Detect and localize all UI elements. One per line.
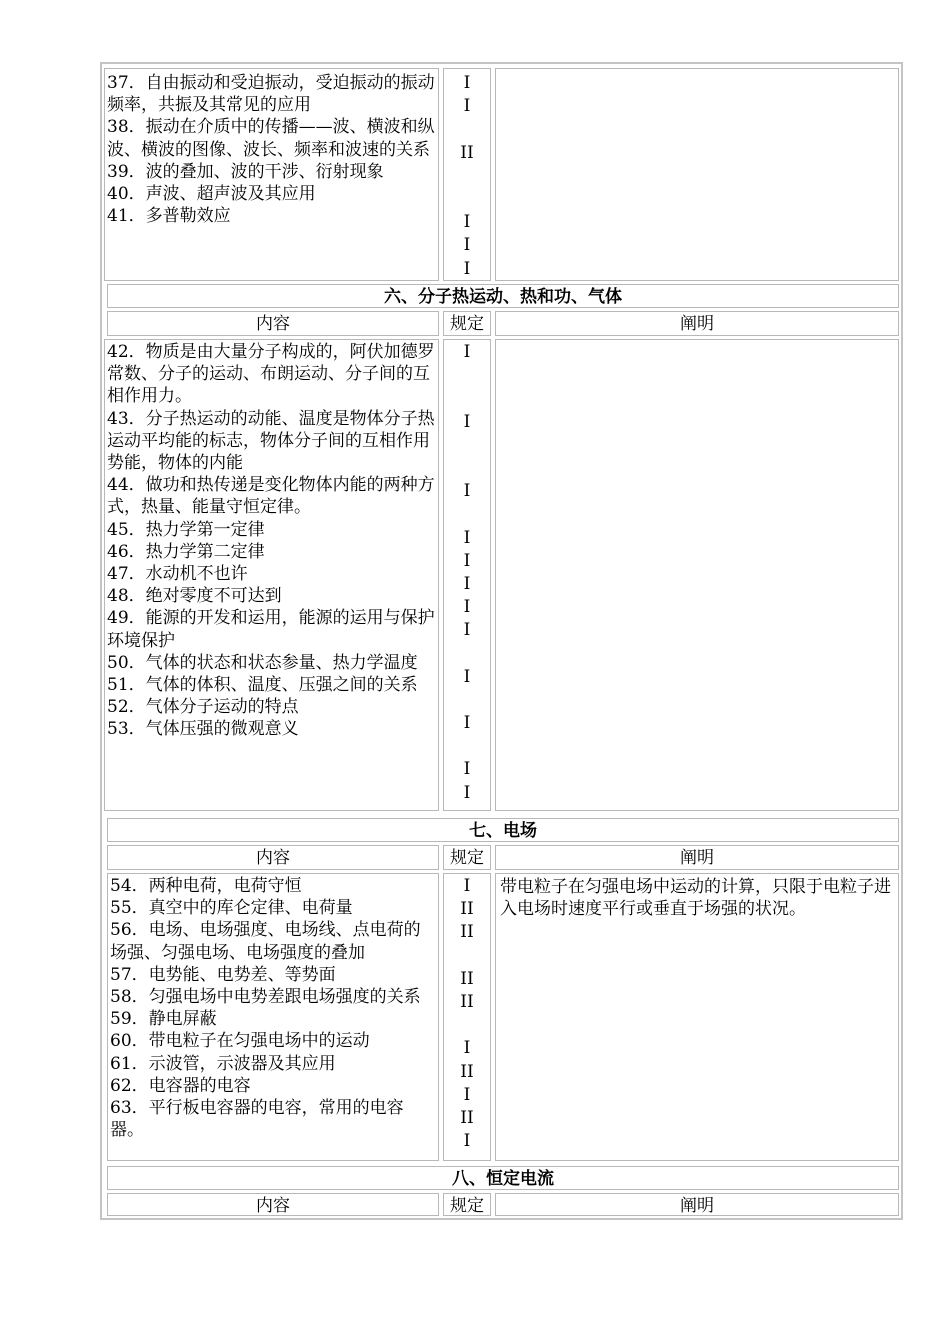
level-value: I — [463, 342, 471, 362]
column-header-note: 阐明 — [495, 311, 899, 336]
list-item: 41．多普勒效应 — [107, 206, 231, 227]
level-value — [444, 364, 490, 387]
level-value: I — [463, 782, 471, 803]
section6-level-cell — [443, 339, 491, 811]
level-value: I — [463, 481, 471, 502]
list-item: 53．气体压强的微观意义 — [107, 719, 299, 740]
level-value — [444, 188, 490, 211]
list-item: 57．电势能、电势差、等势面 — [110, 964, 336, 985]
list-item: 37．自由振动和受迫振动，受迫振动的振动频率，共振及其常见的应用 — [107, 73, 435, 116]
level-value: II — [460, 1107, 474, 1128]
level-value: I — [463, 527, 471, 548]
level-value: II — [460, 142, 474, 163]
level-value — [444, 165, 490, 188]
list-item: 44．做功和热传递是变化物体内能的两种方式，热量、能量守恒定律。 — [107, 475, 435, 518]
list-item: 58．匀强电场中电势差跟电场强度的关系 — [110, 987, 421, 1008]
list-item: 59．静电屏蔽 — [110, 1009, 217, 1030]
level-value: I — [463, 73, 471, 93]
level-value: I — [463, 1038, 471, 1059]
level-value: I — [463, 212, 471, 233]
level-value: II — [460, 1061, 474, 1082]
list-item: 55．真空中的库仑定律、电荷量 — [110, 898, 353, 919]
section5-level-cell — [443, 68, 491, 281]
level-value: II — [460, 899, 474, 920]
list-item: 39．波的叠加、波的干涉、衍射现象 — [107, 161, 384, 182]
level-value — [444, 642, 490, 665]
list-item: 62．电容器的电容 — [110, 1075, 251, 1096]
section-title: 六、分子热运动、热和功、气体 — [107, 284, 899, 308]
level-value: I — [463, 620, 471, 641]
section7-content-cell — [107, 873, 439, 1161]
level-value: II — [460, 968, 474, 989]
level-value — [444, 434, 490, 457]
list-item: 56．电场、电场强度、电场线、点电荷的场强、匀强电场、电场强度的叠加 — [110, 920, 421, 963]
level-value — [444, 118, 490, 141]
column-header-content: 内容 — [107, 311, 439, 336]
level-value: I — [463, 550, 471, 571]
list-item: 45．热力学第一定律 — [107, 519, 265, 540]
section5-note-cell — [495, 68, 899, 281]
section5-content-cell — [104, 68, 439, 281]
section6-note-cell — [495, 339, 899, 811]
column-header-level: 规定 — [443, 311, 491, 336]
level-value — [444, 689, 490, 712]
level-value: II — [460, 922, 474, 943]
level-value: I — [463, 258, 471, 279]
list-item: 51．气体的体积、温度、压强之间的关系 — [107, 675, 418, 696]
section7-note-cell: 带电粒子在匀强电场中运动的计算，只限于电粒子进入电场时速度平行或垂直于场强的状况。 — [495, 873, 899, 1161]
level-value: I — [463, 759, 471, 780]
column-header-content: 内容 — [107, 1193, 439, 1216]
list-item: 43．分子热运动的动能、温度是物体分子热运动平均能的标志，物体分子间的互相作用势能，物体的内能 — [107, 408, 435, 474]
level-value: I — [463, 1084, 471, 1105]
column-header-content: 内容 — [107, 845, 439, 870]
section-title: 八、恒定电流 — [107, 1166, 899, 1190]
level-value: I — [463, 96, 471, 117]
list-item: 46．热力学第二定律 — [107, 541, 265, 562]
section7-level-cell — [443, 873, 491, 1161]
column-header-level: 规定 — [443, 845, 491, 870]
level-value — [444, 945, 490, 968]
level-value: II — [460, 991, 474, 1012]
level-value: I — [463, 235, 471, 256]
list-item: 60．带电粒子在匀强电场中的运动 — [110, 1031, 370, 1052]
level-value: I — [463, 597, 471, 618]
level-value: I — [463, 713, 471, 733]
list-item: 40．声波、超声波及其应用 — [107, 184, 316, 205]
column-header-level: 规定 — [443, 1193, 491, 1216]
column-header-note: 阐明 — [495, 1193, 899, 1216]
list-item: 48．绝对零度不可达到 — [107, 586, 282, 607]
syllabus-table — [100, 62, 903, 1220]
level-value: I — [463, 1131, 471, 1152]
level-value — [444, 457, 490, 480]
level-value — [444, 387, 490, 410]
level-value: I — [463, 573, 471, 594]
list-item: 61．示波管，示波器及其应用 — [110, 1053, 336, 1074]
list-item: 50．气体的状态和状态参量、热力学温度 — [107, 652, 418, 673]
section-title: 七、电场 — [107, 818, 899, 842]
level-value — [444, 735, 490, 758]
level-value: I — [463, 666, 471, 687]
list-item: 47．水动机不也许 — [107, 564, 248, 585]
list-item: 52．气体分子运动的特点 — [107, 697, 299, 718]
list-item: 63．平行板电容器的电容，常用的电容器。 — [110, 1098, 404, 1141]
section6-content-cell — [104, 339, 439, 811]
list-item: 54．两种电荷，电荷守恒 — [110, 876, 302, 896]
list-item: 42．物质是由大量分子构成的，阿伏加德罗常数、分子的运动、布朗运动、分子间的互相作用力。 — [107, 342, 435, 407]
level-value — [444, 1014, 490, 1037]
level-value: I — [463, 876, 471, 896]
list-item: 38．振动在介质中的传播——波、横波和纵波、横波的图像、波长、频率和波速的关系 — [107, 117, 435, 160]
column-header-note: 阐明 — [495, 845, 899, 870]
level-value — [444, 503, 490, 526]
level-value: I — [463, 411, 471, 432]
list-item: 49．能源的开发和运用，能源的运用与保护环境保护 — [107, 608, 435, 651]
